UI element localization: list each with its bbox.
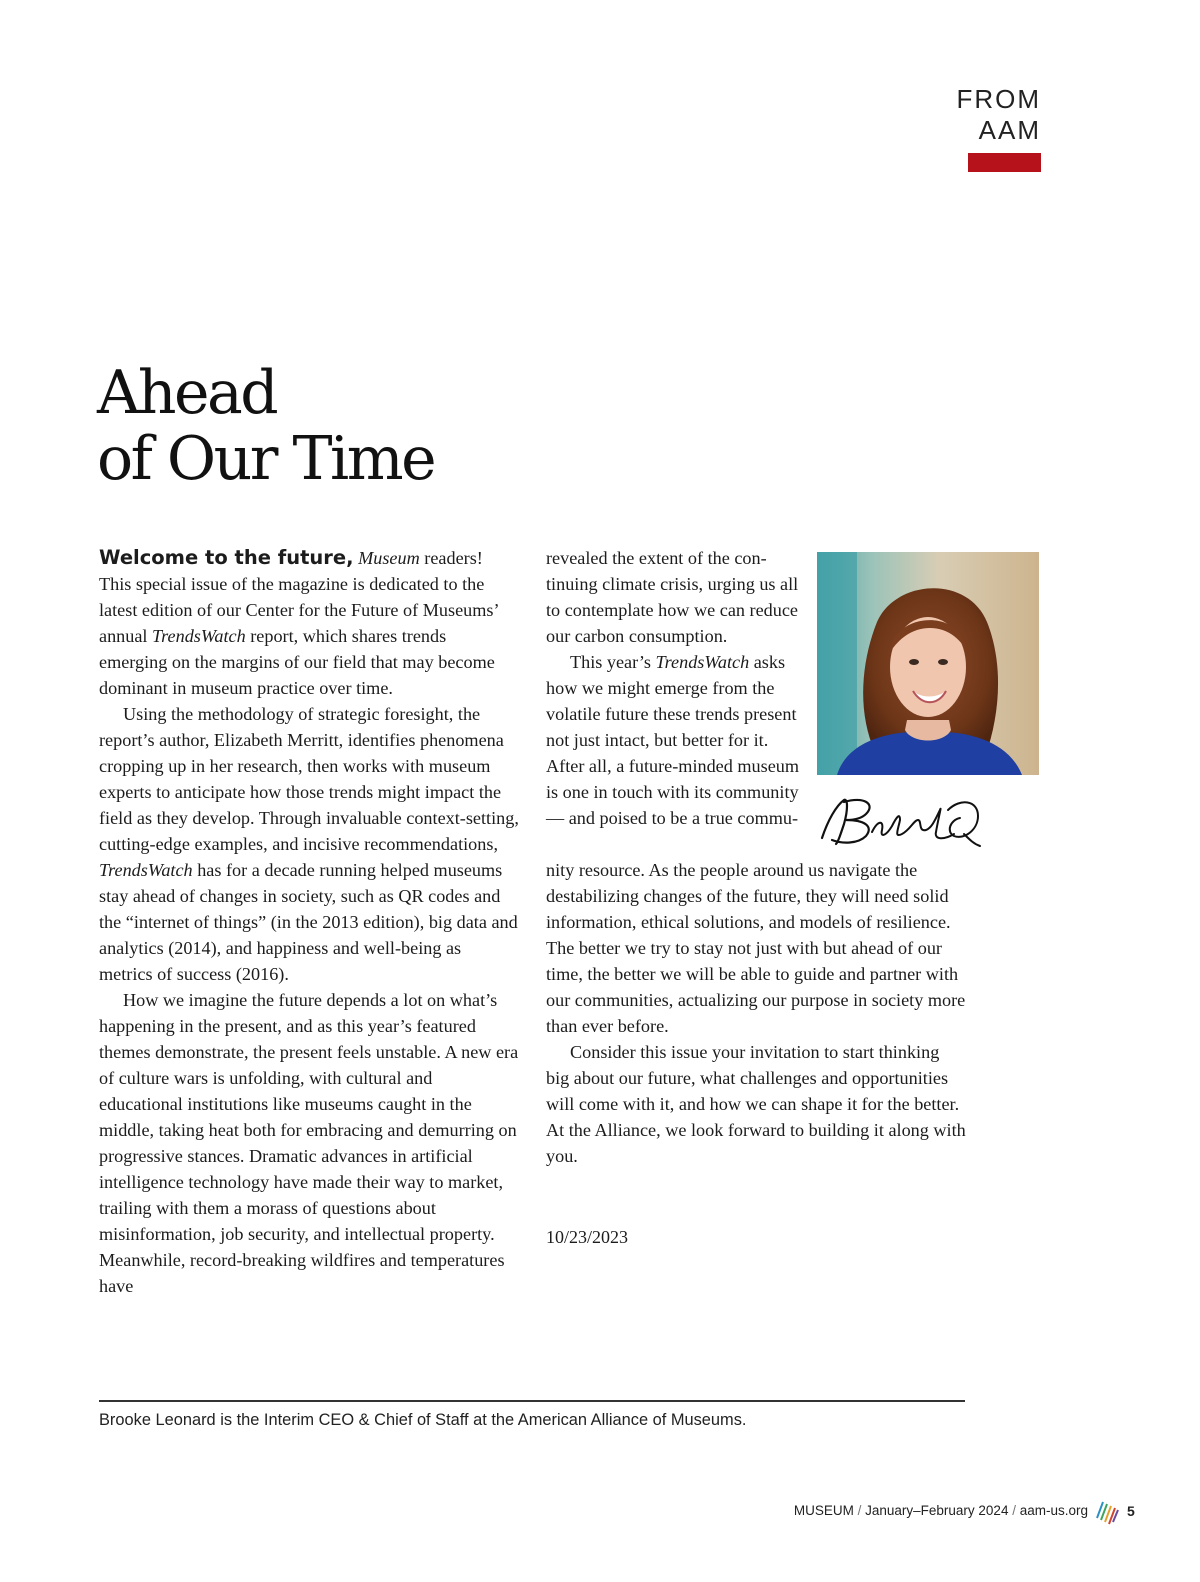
paragraph-4-start: [546, 649, 801, 831]
paragraph-1-text-a: readers! This special issue of the magazine is dedicated to the latest edition of our Center for the Future of Museums’ annual: [99, 548, 499, 646]
article-column-right-top: [546, 545, 801, 831]
paragraph-2-text-a: Using the methodology of strategic foresight, the report’s author, Elizabeth Merritt, identifies phenomena cropping up in her research, then works with museum experts to anticipate how those trends might impact the field as they develop. Through invaluable context-setting, cutting-edge examples, and incisive recommendations,: [99, 704, 519, 854]
author-bio: Brooke Leonard is the Interim CEO & Chief of Staff at the American Alliance of Museums.: [99, 1411, 747, 1429]
paragraph-1: [99, 545, 519, 701]
report-name: TrendsWatch: [99, 860, 193, 880]
paragraph-1-text-b: report, which shares trends emerging on the margins of our field that may become dominant in museum practice over time.: [99, 626, 495, 698]
aam-logo-icon: [1094, 1496, 1120, 1526]
paragraph-4-text-b: asks how we might emerge from the volatile future these trends present not just intact, but better for it. After all, a future-minded museum is one in touch with its community— and poised to be a true commu-: [546, 652, 800, 828]
report-name: TrendsWatch: [152, 626, 246, 646]
footer-separator: /: [853, 1503, 866, 1518]
lede-bold: Welcome to the future,: [99, 546, 354, 569]
bio-divider: [99, 1400, 965, 1402]
article-headline: [97, 360, 434, 492]
paragraph-2: [99, 701, 519, 987]
report-name: TrendsWatch: [655, 652, 750, 672]
paragraph-5: Consider this issue your invitation to start thinking big about our future, what challenges and opportunities will come with it, and how we can shape it for the better. At the Alliance, we look forward to building it along with you.: [546, 1042, 966, 1166]
paragraph-3-continued: revealed the extent of the continuing climate crisis, urging us all to contemplate how we can reduce our carbon consumption.: [546, 548, 799, 646]
author-portrait: [817, 552, 1039, 775]
paragraph-4-continued: nity resource. As the people around us navigate the destabilizing changes of the future, they will need solid information, ethical solutions, and models of resilience. The better we try to stay not just with but ahead of our time, the better we will be able to guide and partner with our communities, actualizing our purpose in society more than ever before.: [546, 860, 966, 1036]
headline-line1: Ahead: [97, 358, 277, 428]
footer-site: aam-us.org: [1019, 1503, 1088, 1518]
page-number: 5: [1127, 1503, 1135, 1519]
author-signature: [814, 790, 984, 854]
footer-magazine: MUSEUM: [793, 1503, 854, 1518]
section-label: [956, 84, 1041, 146]
paragraph-2-text-b: has for a decade running helped museums stay ahead of changes in society, such as QR codes and the “internet of things” (in the 2013 edition), big data and analytics (2014), and happiness and well-being as metrics of success (2016).: [99, 860, 518, 984]
footer-issue: January–February 2024: [865, 1503, 1009, 1518]
page-footer: [794, 1500, 1088, 1522]
paragraph-4-text-a: This year’s: [570, 652, 656, 672]
magazine-name: Museum: [358, 548, 420, 568]
article-column-left: [99, 545, 519, 1299]
section-accent-bar: [968, 153, 1041, 172]
paragraph-3: How we imagine the future depends a lot on what’s happening in the present, and as this year’s featured themes demonstrate, the present feels unstable. A new era of culture wars is unfolding, with cultural and educational institutions like museums caught in the middle, taking heat both for embracing and demurring on progressive stances. Dramatic advances in artificial intelligence technology have made their way to market, trailing with them a morass of questions about misinformation, job security, and intellectual property. Meanwhile, record-breaking wildfires and temperatures have: [99, 990, 519, 1296]
section-label-line1: FROM: [956, 84, 1041, 114]
headline-line2: of Our Time: [97, 424, 435, 494]
letter-date: 10/23/2023: [546, 1227, 629, 1247]
article-column-right-bottom: [546, 857, 966, 1169]
section-label-line2: AAM: [978, 115, 1041, 145]
footer-separator: /: [1008, 1503, 1020, 1518]
